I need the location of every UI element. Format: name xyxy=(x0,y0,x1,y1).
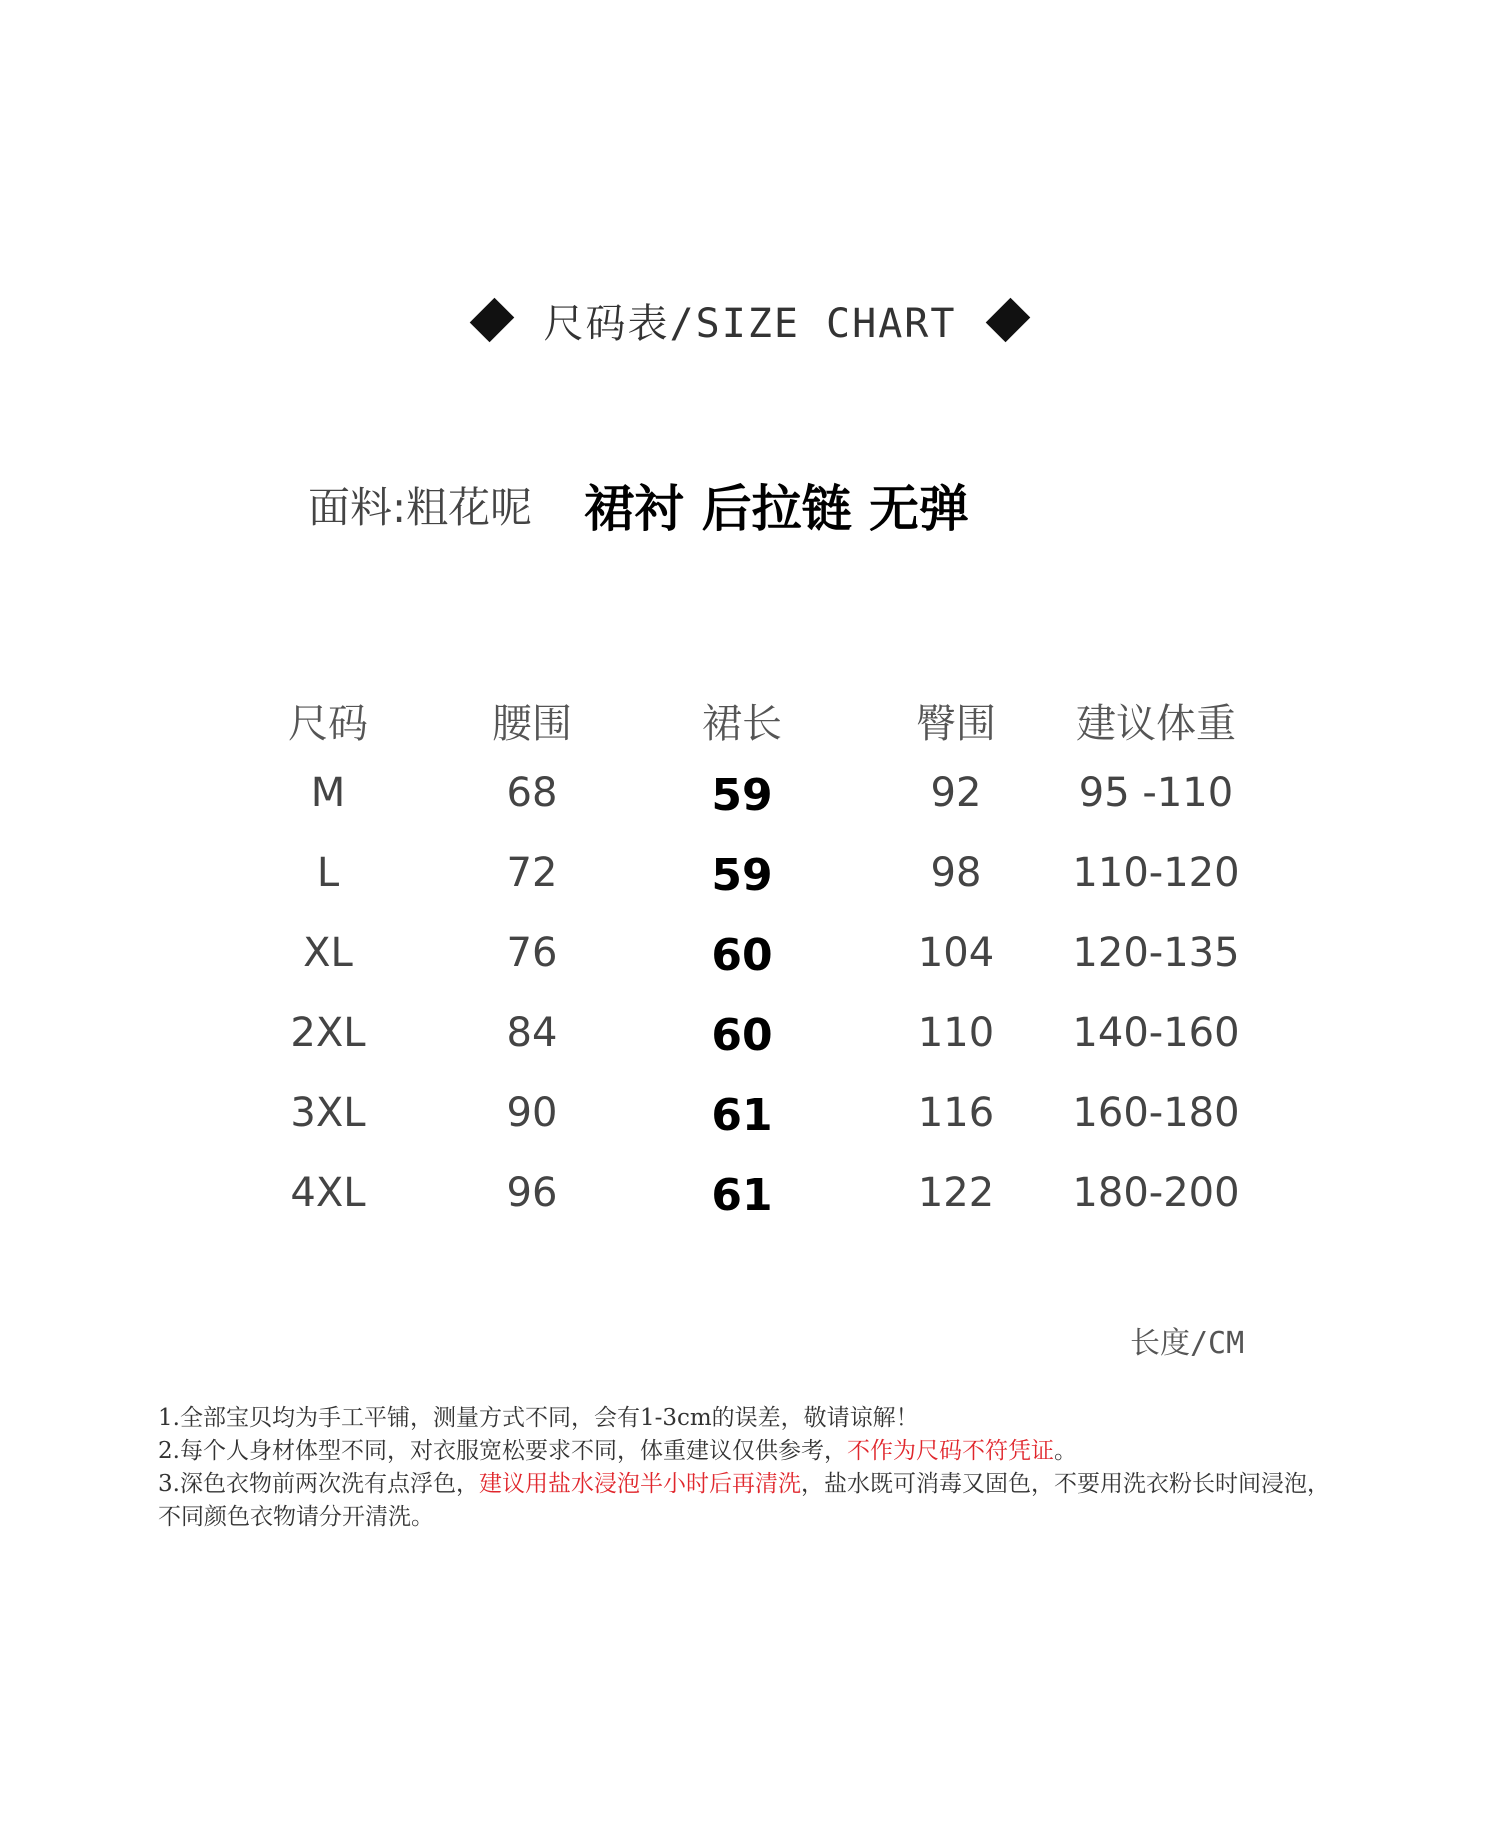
cell-skirt-length: 61 xyxy=(711,1090,773,1141)
cell-hip: 104 xyxy=(917,930,995,976)
cell-waist: 72 xyxy=(506,850,558,896)
cell-skirt-length: 60 xyxy=(711,930,773,981)
size-chart-header xyxy=(0,290,1500,350)
table-row xyxy=(0,840,1500,920)
cell-waist: 96 xyxy=(506,1170,558,1216)
cell-skirt-length: 60 xyxy=(711,1010,773,1061)
note-3 xyxy=(158,1468,1338,1534)
notes xyxy=(158,1402,1338,1534)
note-2-end: 。 xyxy=(1053,1438,1077,1464)
diamond-right-icon xyxy=(986,298,1031,343)
cell-hip: 122 xyxy=(917,1170,995,1216)
cell-waist: 68 xyxy=(506,770,558,816)
table-row xyxy=(0,1000,1500,1080)
column-header-waist: 腰围 xyxy=(492,701,572,747)
column-header-hip: 臀围 xyxy=(916,701,996,747)
note-3-end: ，盐水既可消毒又固色，不要用洗衣粉长时间浸泡，不同颜色衣物请分开清洗。 xyxy=(158,1471,1330,1530)
cell-weight: 110-120 xyxy=(1072,850,1240,896)
note-3-text: 3.深色衣物前两次洗有点浮色， xyxy=(158,1471,479,1497)
cell-size: M xyxy=(310,770,346,816)
fabric-value: 粗花呢 xyxy=(406,483,533,532)
cell-skirt-length: 59 xyxy=(711,770,773,821)
cell-hip: 98 xyxy=(930,850,982,896)
cell-size: L xyxy=(316,850,340,896)
cell-size: 2XL xyxy=(290,1010,366,1056)
cell-size: XL xyxy=(303,930,353,976)
column-header-weight: 建议体重 xyxy=(1076,701,1236,747)
diamond-left-icon xyxy=(469,298,514,343)
note-2-warning: 不作为尺码不符凭证 xyxy=(846,1438,1054,1464)
size-table xyxy=(0,680,1500,1240)
cell-size: 3XL xyxy=(290,1090,366,1136)
table-row xyxy=(0,920,1500,1000)
column-header-size: 尺码 xyxy=(288,701,368,747)
cell-skirt-length: 61 xyxy=(711,1170,773,1221)
note-3-warning: 建议用盐水浸泡半小时后再清洗 xyxy=(478,1471,801,1497)
note-2-text: 2.每个人身材体型不同，对衣服宽松要求不同，体重建议仅供参考， xyxy=(158,1438,847,1464)
table-row xyxy=(0,760,1500,840)
cell-waist: 76 xyxy=(506,930,558,976)
table-row xyxy=(0,1160,1500,1240)
note-1: 1.全部宝贝均为手工平铺，测量方式不同，会有1-3cm的误差，敬请谅解！ xyxy=(158,1405,919,1431)
cell-hip: 92 xyxy=(930,770,982,816)
cell-weight: 160-180 xyxy=(1072,1090,1240,1136)
column-header-skirt-length: 裙长 xyxy=(702,701,782,747)
fabric-info xyxy=(308,470,969,540)
fabric-label: 面料: xyxy=(308,483,407,532)
cell-waist: 84 xyxy=(506,1010,558,1056)
note-2 xyxy=(158,1435,1338,1468)
cell-hip: 110 xyxy=(917,1010,995,1056)
table-header xyxy=(0,680,1500,760)
page-title: 尺码表/SIZE CHART xyxy=(543,300,957,347)
cell-hip: 116 xyxy=(917,1090,995,1136)
cell-weight: 95 -110 xyxy=(1078,770,1234,816)
cell-weight: 140-160 xyxy=(1072,1010,1240,1056)
garment-features: 裙衬 后拉链 无弹 xyxy=(584,480,969,538)
cell-weight: 180-200 xyxy=(1072,1170,1240,1216)
table-row xyxy=(0,1080,1500,1160)
cell-skirt-length: 59 xyxy=(711,850,773,901)
cell-weight: 120-135 xyxy=(1072,930,1240,976)
cell-waist: 90 xyxy=(506,1090,558,1136)
unit-label: 长度/CM xyxy=(1130,1326,1245,1361)
cell-size: 4XL xyxy=(290,1170,366,1216)
